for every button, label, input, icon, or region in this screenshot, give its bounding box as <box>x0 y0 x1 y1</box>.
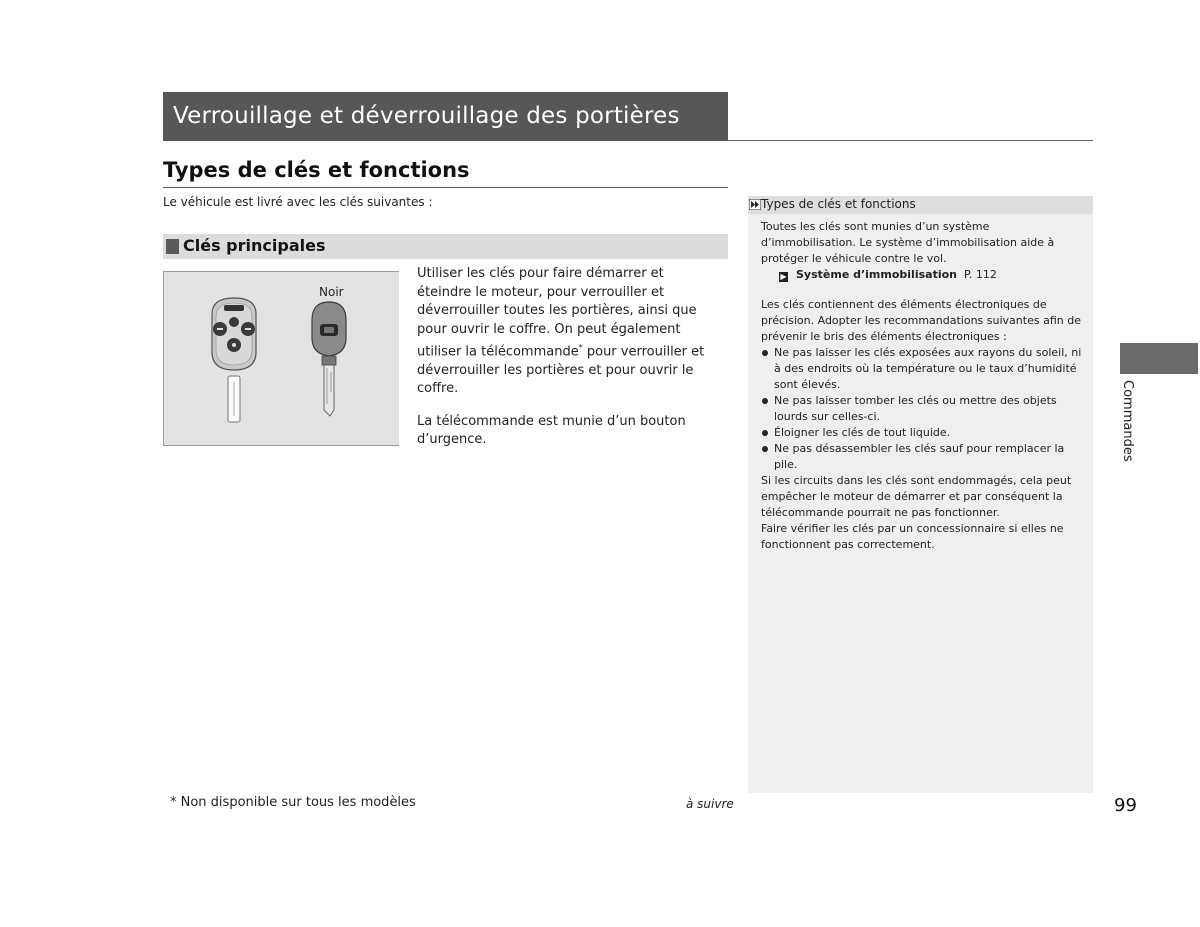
continued-label: à suivre <box>686 797 734 811</box>
chapter-tab-label: Commandes <box>1120 380 1135 462</box>
note-body <box>761 219 1086 553</box>
footnote-marker: * <box>578 343 583 352</box>
cross-reference-arrow-icon: ▶ <box>780 272 787 281</box>
remote-key-icon <box>212 298 256 422</box>
list-item: Ne pas laisser les clés exposées aux rayons du soleil, ni à des endroits où la température ou le taux d’humidité sont élevés. <box>761 345 1086 393</box>
paragraph-emergency-button: La télécommande est munie d’un bouton d’urgence. <box>417 413 686 448</box>
subsection-title: Clés principales <box>183 236 326 255</box>
note-paragraph: Toutes les clés sont munies d’un système d’immobilisation. Le système d’immobilisation aide à protéger le véhicule contre le vol. <box>761 220 1055 265</box>
note-paragraph: Les clés contiennent des éléments électroniques de précision. Adopter les recommandations suivantes afin de prévenir le bris des éléments électroniques : <box>761 298 1081 343</box>
section-title: Types de clés et fonctions <box>163 158 470 182</box>
cross-reference-title: Système d’immobilisation <box>796 268 957 281</box>
cross-reference-page: P. 112 <box>964 268 997 281</box>
precautions-list <box>761 345 1086 473</box>
note-header: Types de clés et fonctions <box>761 197 916 211</box>
cross-reference-link[interactable] <box>761 267 1086 283</box>
keys-illustration <box>163 271 399 446</box>
chapter-divider <box>728 140 1093 141</box>
key-color-label: Noir <box>319 285 344 299</box>
subsection-marker-icon <box>166 239 179 254</box>
section-divider <box>163 187 728 188</box>
chapter-tab[interactable] <box>1120 343 1198 374</box>
chapter-title: Verrouillage et déverrouillage des portières <box>163 92 728 141</box>
note-paragraph: Faire vérifier les clés par un concessionnaire si elles ne fonctionnent pas correctement. <box>761 522 1064 551</box>
note-reference-icon <box>749 199 761 210</box>
footnote: * Non disponible sur tous les modèles <box>170 795 416 810</box>
section-intro: Le véhicule est livré avec les clés suivantes : <box>163 195 433 209</box>
paragraph-keys-usage: Utiliser les clés pour faire démarrer et éteindre le moteur, pour verrouiller et déverrouiller toutes les portières, ainsi que pour ouvrir le coffre. On peut également utiliser la télécommande* pour verrouiller et déverrouiller les portières et pour ouvrir le coffre. <box>417 266 705 397</box>
black-key-icon <box>312 302 346 416</box>
list-item: Éloigner les clés de tout liquide. <box>761 425 1086 441</box>
page-number: 99 <box>1114 795 1137 816</box>
list-item: Ne pas laisser tomber les clés ou mettre des objets lourds sur celles-ci. <box>761 393 1086 425</box>
subsection-body <box>417 265 722 464</box>
note-paragraph: Si les circuits dans les clés sont endommagés, cela peut empêcher le moteur de démarrer et par conséquent la télécommande pourrait ne pas fonctionner. <box>761 474 1072 519</box>
list-item: Ne pas désassembler les clés sauf pour remplacer la pile. <box>761 441 1086 473</box>
